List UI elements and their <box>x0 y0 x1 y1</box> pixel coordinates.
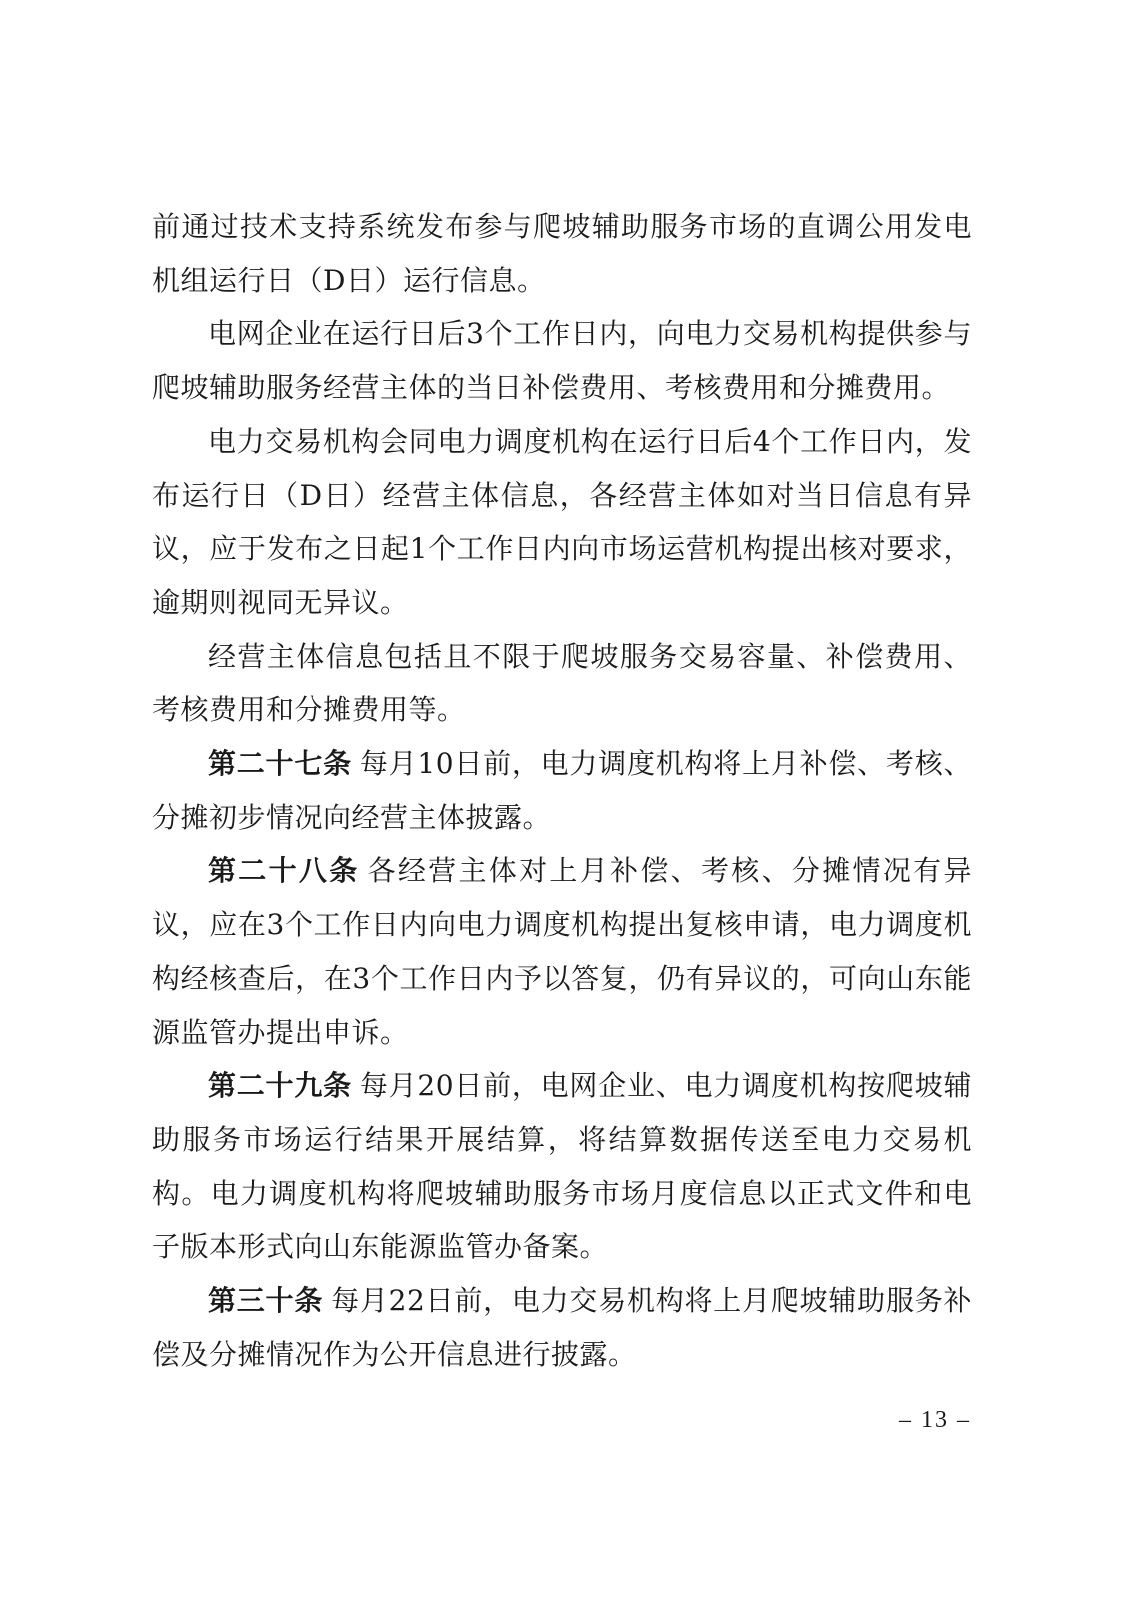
document-body <box>152 200 972 1381</box>
article-heading: 第二十九条 <box>208 1069 352 1103</box>
paragraph-text: 经营主体信息包括且不限于爬坡服务交易容量、补偿费用、考核费用和分摊费用等。 <box>152 639 972 727</box>
article-heading: 第三十条 <box>208 1284 324 1318</box>
article-text: 每月22日前，电力交易机构将上月爬坡辅助服务补偿及分摊情况作为公开信息进行披露。 <box>152 1284 972 1371</box>
article-28 <box>152 844 972 1059</box>
paragraph-continuation <box>152 200 972 307</box>
page-number: – 13 – <box>899 1407 971 1433</box>
article-heading: 第二十七条 <box>208 747 352 781</box>
paragraph-grid-settlement-data <box>152 307 972 414</box>
article-text: 各经营主体对上月补偿、考核、分摊情况有异议，应在3个工作日内向电力调度机构提出复核申请，电力调度机构经核查后，在3个工作日内予以答复，仍有异议的，可向山东能源监管办提出申诉。 <box>152 854 972 1049</box>
article-27 <box>152 737 972 844</box>
article-heading: 第二十八条 <box>208 854 360 888</box>
paragraph-text: 电力交易机构会同电力调度机构在运行日后4个工作日内，发布运行日（D日）经营主体信息，各经营主体如对当日信息有异议，应于发布之日起1个工作日内向市场运营机构提出核对要求，逾期则视同无异议。 <box>152 424 972 619</box>
paragraph-text: 前通过技术支持系统发布参与爬坡辅助服务市场的直调公用发电机组运行日（D日）运行信息。 <box>152 210 972 297</box>
article-29 <box>152 1059 972 1274</box>
article-text: 每月10日前，电力调度机构将上月补偿、考核、分摊初步情况向经营主体披露。 <box>152 747 972 834</box>
article-text: 每月20日前，电网企业、电力调度机构按爬坡辅助服务市场运行结果开展结算，将结算数据传送至电力交易机构。电力调度机构将爬坡辅助服务市场月度信息以正式文件和电子版本形式向山东能源监管办备案。 <box>152 1069 972 1264</box>
article-30 <box>152 1274 972 1381</box>
paragraph-trading-info-release <box>152 415 972 630</box>
paragraph-entity-info-scope <box>152 630 972 737</box>
paragraph-text: 电网企业在运行日后3个工作日内，向电力交易机构提供参与爬坡辅助服务经营主体的当日补偿费用、考核费用和分摊费用。 <box>152 317 972 405</box>
